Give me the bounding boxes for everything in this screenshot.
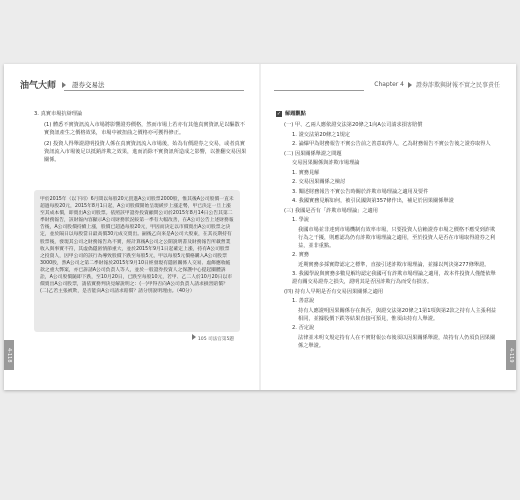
- right-page-number-tab: 4-119: [506, 340, 516, 370]
- exam-reference: [104, 334, 234, 342]
- point-3-2: 2. 實務: [292, 252, 309, 258]
- left-page-number-tab: 4-118: [4, 340, 14, 370]
- item-3: 3. 真實市場抗辯理論: [34, 111, 83, 117]
- point-4-1: 1. 善意說: [292, 298, 315, 304]
- right-page-body: [276, 110, 498, 351]
- publisher-logo: 油气大师: [20, 81, 57, 91]
- exam-question-box: [34, 190, 240, 332]
- point-4-2-text: 法律並未明文規定持有人在不實財報公布後須以因果關係舉證，故持有人仍須負因果關係之舉證。: [298, 334, 496, 349]
- right-header-rule: [274, 90, 364, 91]
- checkbox-icon: ✓: [276, 111, 282, 117]
- left-header-rule: [64, 90, 244, 91]
- item-3-2: (2) 投資人得舉證證明投資人係在真實資訊流入市場後，始為有價證券之交易，或者真實資訊流入市場後足以抵銷詐欺之效果，進而消除不實資訊所造成之影響，以推翻交易因果關係。: [44, 141, 247, 163]
- point-3-2-text: 近期實務多採實際認定之標準，直接引述詐欺市場理論，並據以判決第277條舉證。: [298, 261, 490, 268]
- right-page-title: 證券詐欺與財報不實之民事責任: [415, 82, 500, 89]
- point-4: (四) 持有人早期是否有交易因果關係之適用: [284, 288, 384, 295]
- point-2-2: 2. 交易因果關係之檢討: [292, 179, 346, 185]
- point-3: (三) 我國是否有「詐欺市場理論」之適用: [284, 207, 378, 214]
- left-page-title: 證券交易法: [72, 81, 105, 89]
- item-3-1: (1) 體悉不實資訊流入市場將影響證券價格，然而市場上若亦有其他真實資訊足以驅散不實資訊產生之價格效果，市場中被扭曲之價格亦可獲得修正。: [44, 122, 245, 136]
- point-1-2: 2. 論爆甲為財務報告不實公告前之善意取得人，乙為財務報告不實公告後之證券取得人: [292, 141, 491, 147]
- point-3-1-text: 我國市場並非達到市場機制有效率市場，只要投資人信賴證券市場之價格不應受到詐欺行為之干擾，則應認為仍有詐欺市場理論之適用，至於投資人是否在市場取得證券之利益，並非重點。: [298, 226, 496, 249]
- point-4-2: 2. 否定說: [292, 325, 315, 331]
- point-4-1-text: 持有人應證明因果關係存在與否，與證交法第20條之1第1項與第2款之持有人主張利益相同，並據股價下跌等結果直接可預見，惟須由持有人舉證。: [298, 307, 497, 322]
- triangle-icon: [192, 334, 196, 340]
- reference-text: 105 司法官第5題: [197, 337, 234, 342]
- point-2-3: 3. 闡述財務報告不實公告時關於詐欺市場理論之適用及要件: [292, 188, 429, 195]
- chapter-label: Chapter 4: [374, 81, 404, 88]
- point-1: (一) 甲、乙兩人應依證交法第20條之1向A公司請求損害賠償: [284, 122, 423, 128]
- triangle-icon: [408, 82, 412, 88]
- book-gutter: [259, 64, 261, 390]
- left-page-body: [34, 110, 248, 167]
- section-title: ✓ 解題觀點: [276, 111, 306, 117]
- triangle-icon: [62, 82, 66, 88]
- point-2: (二) 因果關係舉證之問題: [284, 150, 342, 157]
- exam-question-text: 甲於2015年（以下同）6月間以每股20元買進A公司股票2000股，惟其後A公司股價一直未超過每股20元，2015年8月1日起，A公司股價開始呈現緩步上漲走勢，甲已決定一旦上漲至其成本價，即賣出A公司股票。依照該甲證券投資顧問公司於2015年8月14日公告其第二季財務報告，該財報內容顯示A公司財務狀況較第一季有大幅改善，在A公司公告上述財務報告後，A公司股價持續上漲，股價已超過每股20元，甲因而決定以市價賣出A公司股票之決定，並於隔日以每股當日最高價30元成交賣出。嗣後乙向來是A公司大股東，在其長期持有股票後，發現其公司之財務報告為不實，經計算後A公司之公開說明書及財務報告所載營業收入與事實不符，其虛偽隱匿情節重大，並於2015年9月1日起確定上漲，持有A公司股票之投資人，因甲公司的該行為導致股價下跌至每股5元，甲以每股5元價格購入A公司股票3000股，然A公司之第二季財報於2015年9月10日經發現有隱匿關係人交易、虛飾應收帳款之重大弊案，亦已訴請A公司負責人等人，並於一般證券投資人之保護中心提起團體訴訟，A公司股價隨即下跌，至10月20日，已跌至每股10元，若甲、乙二人於10月20日以市價賣出A公司股票，請依實務判決見解說明之：(一)甲得否向A公司負責人請求損害賠償？(二)乙若主張被欺，是否能向A公司請求賠償？請分別說明理由。（40分）: [40, 197, 234, 295]
- point-1-1: 1. 證交法第20條之1規定: [292, 131, 350, 138]
- point-3-3: 3. 我國學說與實務多數見解均認定我國可有詐欺市場理論之適用，故本件投資人僅能依舉證有關交易證券之損失，證明其是否因詐欺行為而受有損害。: [292, 271, 496, 285]
- point-3-1: 1. 學說: [292, 217, 309, 223]
- point-2-4: 4. 我國實務見解如何，被引民國與第357條作出，補足於因果關係舉證: [292, 198, 454, 204]
- book-spread: [4, 64, 516, 390]
- right-page-header: [374, 80, 500, 89]
- point-2-0: 交易因果關係與詐欺市場理論: [292, 160, 360, 166]
- point-2-1: 1. 實務見解: [292, 169, 320, 176]
